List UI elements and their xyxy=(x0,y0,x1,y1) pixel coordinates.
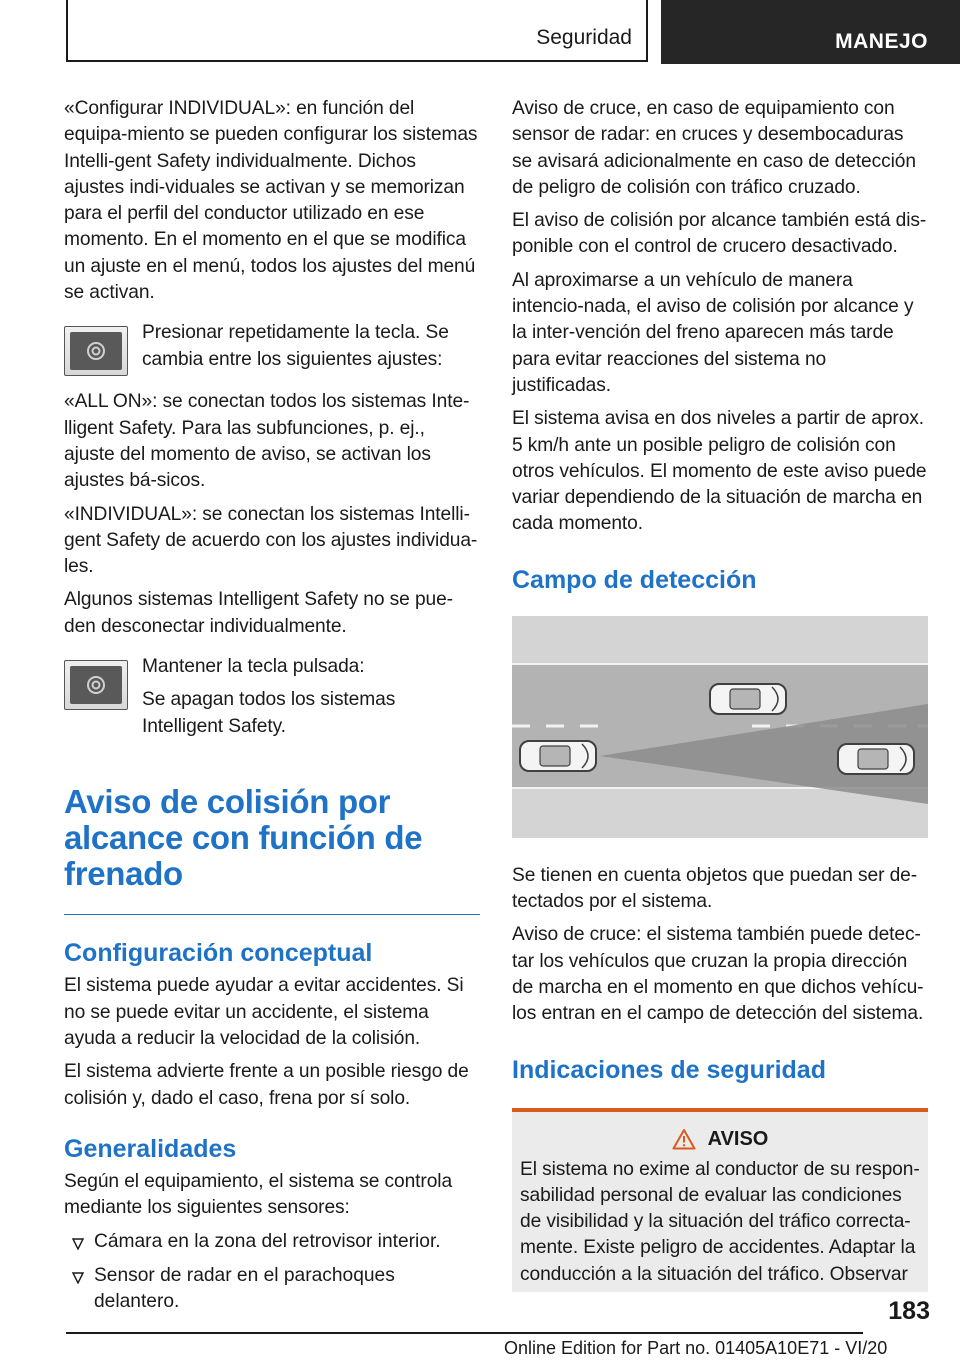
detection-field-illustration xyxy=(512,616,928,838)
chapter-tab xyxy=(661,0,960,64)
car-icon xyxy=(838,744,914,774)
footer-divider xyxy=(66,1332,863,1334)
paragraph: Aviso de cruce: el sistema también puede detec-tar los vehículos que cruzan la propia dirección de marcha en el momento en que dichos vehícu-los entran en el campo de detección del sistema. xyxy=(512,924,924,1025)
warning-title: AVISO xyxy=(707,1127,769,1150)
triangle-bullet-icon xyxy=(72,1272,84,1284)
header-tabs xyxy=(66,0,960,64)
paragraph: Aviso de cruce, en caso de equipamiento con sensor de radar: en cruces y desembocaduras se avisará adicionalmente en caso de detección de peligro de colisión con tráfico cruzado. xyxy=(512,98,916,198)
paragraph: El sistema puede ayudar a evitar accidentes. Si no se puede evitar un accidente, el sistema ayuda a reducir la velocidad de la colisión. xyxy=(64,975,464,1050)
paragraph: Al aproximarse a un vehículo de manera intencio-nada, el aviso de colisión por alcance y la inter-vención del freno aparecen más tarde para evitar reacciones del sistema no justificadas. xyxy=(512,269,914,396)
paragraph: Se tienen en cuenta objetos que puedan ser de-tectados por el sistema. xyxy=(512,864,918,913)
intelligent-safety-button-icon xyxy=(64,660,128,710)
paragraph: Mantener la tecla pulsada: xyxy=(142,656,365,678)
page-number: 183 xyxy=(888,1297,930,1325)
warning-triangle-icon xyxy=(672,1128,696,1150)
paragraph: El sistema avisa en dos niveles a partir de aprox. 5 km/h ante un posible peligro de colisión con otros vehículos. El momento de este aviso puede variar dependiendo de la situación de marcha en cada momento. xyxy=(512,408,927,535)
list-item: Cámara en la zona del retrovisor interior. xyxy=(64,1229,480,1255)
paragraph: El sistema advierte frente a un posible riesgo de colisión y, dado el caso, frena por sí solo. xyxy=(64,1061,469,1109)
subheading: Generalidades xyxy=(64,1134,237,1163)
sensor-list xyxy=(64,1229,480,1316)
paragraph: El aviso de colisión por alcance también está dis-ponible con el control de crucero desactivado. xyxy=(512,210,927,258)
edition-label: Online Edition for Part no. 01405A10E71 - VI/20 xyxy=(504,1338,888,1358)
paragraph: Algunos sistemas Intelligent Safety no se pue-den desconectar individualmente. xyxy=(64,589,453,637)
paragraph: «Configurar INDIVIDUAL»: en función del equipa-miento se pueden configurar los sistemas Intelli-gent Safety individualmente. Dichos ajustes indi-viduales se activan y se memorizan para el perfil del conductor utilizado en ese momento. En el momento en el que se modifica un ajuste en el menú, todos los ajustes del menú se activan. xyxy=(64,98,478,304)
left-column xyxy=(64,96,480,1323)
intelligent-safety-button-icon xyxy=(64,326,128,376)
key-instruction xyxy=(64,320,480,382)
subheading: Configuración conceptual xyxy=(64,939,373,968)
key-instruction xyxy=(64,654,480,740)
list-item: Sensor de radar en el parachoques delantero. xyxy=(64,1263,480,1316)
paragraph: Presionar repetidamente la tecla. Se cambia entre los siguientes ajustes: xyxy=(142,322,449,370)
car-icon xyxy=(710,684,786,714)
paragraph: Según el equipamiento, el sistema se controla mediante los siguientes sensores: xyxy=(64,1170,453,1219)
right-column xyxy=(512,96,928,1292)
paragraph: Se apagan todos los sistemas Intelligent Safety. xyxy=(142,689,396,737)
triangle-bullet-icon xyxy=(72,1238,84,1250)
subheading: Campo de detección xyxy=(512,565,757,594)
warning-box xyxy=(512,1108,928,1292)
main-heading: Aviso de colisión por alcance con función de frenado xyxy=(64,782,423,892)
warning-header xyxy=(520,1128,920,1151)
subheading: Indicaciones de seguridad xyxy=(512,1055,826,1084)
heading-divider xyxy=(64,914,480,916)
section-title: Seguridad xyxy=(536,26,632,49)
car-icon xyxy=(520,741,596,771)
warning-text: El sistema no exime al conductor de su respon-sabilidad personal de evaluar las condiciones de visibilidad y la situación del tráfico correcta-mente. Existe peligro de accidentes. Adaptar la conducción a la situación del tráfico. Observar xyxy=(520,1158,920,1285)
paragraph: «ALL ON»: se conectan todos los sistemas Inte-lligent Safety. Para las subfunciones, p. ej., ajuste del momento de aviso, se activan los ajustes bá-sicos. xyxy=(64,391,470,492)
chapter-title: MANEJO xyxy=(835,30,928,53)
paragraph: «INDIVIDUAL»: se conectan los sistemas Intelli-gent Safety de acuerdo con los ajustes individua-les. xyxy=(64,503,478,578)
section-tab xyxy=(66,0,648,62)
